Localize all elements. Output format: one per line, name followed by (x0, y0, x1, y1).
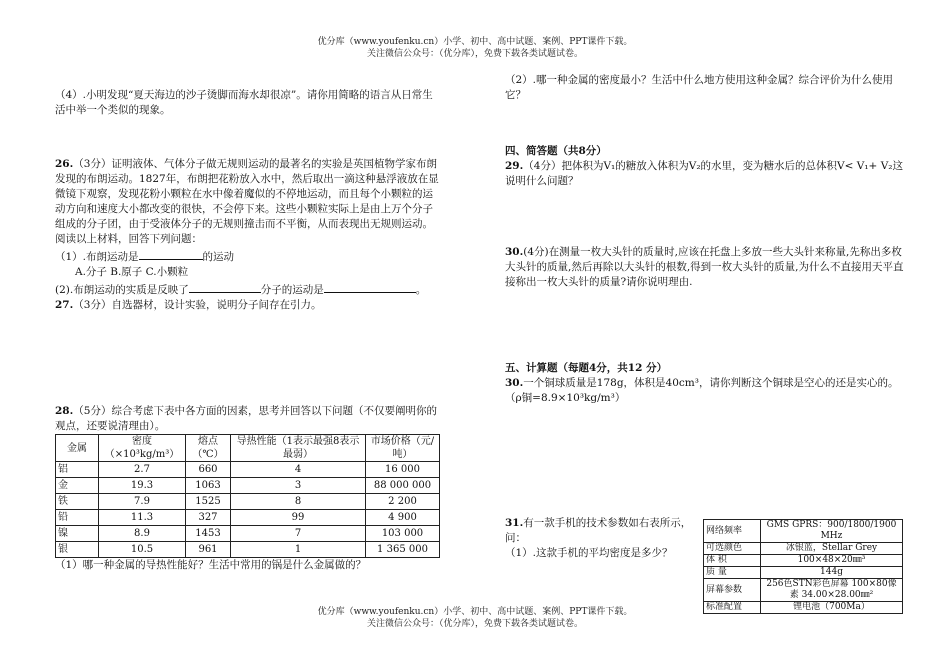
table-cell: 银 (56, 542, 99, 558)
footer-line-1: 优分库（www.youfenku.cn）小学、初中、高中试题、案例、PPT课件下载。 (317, 607, 633, 617)
table-cell: 铁 (56, 494, 99, 510)
table-row (56, 510, 440, 526)
answer-blank[interactable] (324, 280, 416, 293)
table-cell: 7 (231, 526, 366, 542)
section-4 (505, 144, 905, 189)
column-header: 密度（×10³kg/m³） (99, 435, 186, 462)
section-title-text: 五、计算题（每题4分，共12 分） (505, 362, 668, 374)
question-28-body (55, 404, 440, 434)
spec-label: 可选颜色 (704, 543, 761, 555)
table-row (704, 567, 903, 579)
page-header (0, 36, 950, 60)
question-25-part-4 (55, 88, 440, 118)
spec-value: 100×48×20㎜³ (761, 555, 903, 567)
phone-specs-table (703, 519, 903, 614)
question-text: （4）.小明发现“夏天海边的沙子烫脚而海水却很凉”。请你用简略的语言从日常生活中举一个类似的现象。 (55, 89, 433, 116)
table-cell: 1453 (186, 526, 231, 542)
table-cell: 8 (231, 494, 366, 510)
section-5 (505, 361, 905, 406)
table-cell: 327 (186, 510, 231, 526)
spec-value: 锂电池（700Ma） (761, 602, 903, 614)
table-cell: 2 200 (366, 494, 440, 510)
question-30-calc (505, 376, 905, 406)
sub-question-text: 。 (415, 284, 427, 296)
question-30-short-answer (505, 245, 905, 290)
table-cell: 8.9 (99, 526, 186, 542)
table-cell: 19.3 (99, 478, 186, 494)
table-cell: 3 (231, 478, 366, 494)
question-text: 有一款手机的技术参数如右表所示，问： (505, 517, 692, 544)
question-text: (4分)在测量一枚大头针的质量时,应该在托盘上多放一些大头针来称量,先称出多枚大头针的质量,然后再除以大头针的根数,得到一枚大头针的质量,为什么不直接用天平直接称出一枚大头针的质量?请你说明理由. (505, 246, 904, 288)
table-cell: 1 365 000 (366, 542, 440, 558)
question-27 (55, 298, 440, 313)
table-cell: 660 (186, 462, 231, 478)
table-cell: 1 (231, 542, 366, 558)
table-header-row (56, 435, 440, 462)
question-28-part-2 (505, 73, 905, 103)
table-cell: 4 (231, 462, 366, 478)
section-title-text: 四、简答题（共8分） (505, 145, 607, 157)
section-title (505, 144, 905, 159)
question-31-body (505, 516, 695, 546)
spec-label: 屏幕参数 (704, 579, 761, 602)
answer-options: A.分子 B.原子 C.小颗粒 (75, 266, 189, 278)
question-text: 证明液体、气体分子做无规则运动的最著名的实验是英国植物学家布朗发现的布朗运动。1827年，布朗把花粉放入水中，然后取出一滴这种悬浮液放在显微镜下观察，发现花粉小颗粒在水中像着魔似的不停地运动，而且每个小颗粒的运动方向和速度大小都改变的很快，不会停下来。这些小颗粒实际上是由上万个分子组成的分子团，由于受液体分子的无规则撞击而不平衡，从而表现出无规则运动。 (55, 158, 439, 230)
spec-value: GMS GPRS：900/1800/1900 MHz (761, 520, 903, 543)
question-26-sub-1 (55, 247, 440, 265)
question-number: 29. (505, 160, 524, 172)
table-cell: 4 900 (366, 510, 440, 526)
table-cell: 103 000 (366, 526, 440, 542)
question-number: 27. (55, 299, 74, 311)
sub-question-text: (2).布朗运动的实质是反映了 (55, 284, 189, 296)
table-cell: 铝 (56, 462, 99, 478)
question-26 (55, 157, 440, 313)
metal-properties-table (55, 434, 440, 558)
column-header: 市场价格（元/吨） (366, 435, 440, 462)
spec-label: 标准配置 (704, 602, 761, 614)
table-cell: 铅 (56, 510, 99, 526)
question-29 (505, 159, 905, 189)
answer-blank[interactable] (189, 280, 261, 293)
question-31-sub-1: （1）.这款手机的平均密度是多少？ (505, 547, 673, 559)
table-row (56, 462, 440, 478)
table-cell: 7.9 (99, 494, 186, 510)
table-cell: 金 (56, 478, 99, 494)
question-text: （4分）把体积为V₁的糖放入体积为V₂的水里，变为糖水后的总体积V< V₁+ V₂这说明什么问题？ (505, 160, 903, 187)
sub-question-text: （1）.布朗运动是 (55, 251, 139, 263)
table-row (56, 494, 440, 510)
section-title (505, 361, 905, 376)
table-cell: 1525 (186, 494, 231, 510)
footer-line-2: 关注微信公众号：（优分库），免费下载各类试题试卷。 (366, 619, 583, 629)
question-30-body (505, 245, 905, 290)
table-row (704, 555, 903, 567)
page-footer (0, 606, 950, 630)
column-header: 金属 (56, 435, 99, 462)
question-number: 26. (55, 158, 74, 170)
question-number: 30. (505, 246, 524, 258)
spec-label: 体 积 (704, 555, 761, 567)
spec-value: 144g (761, 567, 903, 579)
table-cell: 11.3 (99, 510, 186, 526)
table-cell: 961 (186, 542, 231, 558)
question-28 (55, 404, 440, 573)
table-cell: 99 (231, 510, 366, 526)
table-row (704, 579, 903, 602)
table-row (704, 543, 903, 555)
question-number: 31. (505, 517, 524, 529)
question-text: （5分）综合考虑下表中各方面的因素，思考并回答以下问题（不仅要阐明你的观点，还要说清理由）。 (55, 405, 437, 432)
spec-value: 冰银蓝，Stellar Grey (761, 543, 903, 555)
question-text: 一个铜球质量是178g，体积是40cm³，请你判断这个铜球是空心的还是实心的。（ρ铜=8.9×10³kg/m³） (505, 377, 899, 404)
spec-label: 质 量 (704, 567, 761, 579)
question-prompt: 阅读以上材料，回答下列问题： (55, 233, 202, 245)
table-cell: 1063 (186, 478, 231, 494)
header-line-2: 关注微信公众号：（优分库），免费下载各类试题试卷。 (366, 49, 583, 59)
table-cell: 镍 (56, 526, 99, 542)
table-row (56, 526, 440, 542)
table-row (56, 478, 440, 494)
question-number: 30. (505, 377, 524, 389)
column-header: 导热性能（1表示最强8表示最弱） (231, 435, 366, 462)
sub-question-text: 分子的运动是 (260, 284, 324, 296)
sub-question-text: 的运动 (202, 251, 235, 263)
question-number: 28. (55, 405, 74, 417)
spec-value: 256色STN彩色屏幕 100×80像素 34.00×28.00㎜² (761, 579, 903, 602)
table-cell: 10.5 (99, 542, 186, 558)
question-score: （3分） (73, 158, 112, 170)
header-line-1: 优分库（www.youfenku.cn）小学、初中、高中试题、案例、PPT课件下载。 (317, 37, 633, 47)
table-cell: 2.7 (99, 462, 186, 478)
spec-label: 网络频率 (704, 520, 761, 543)
column-header: 熔点（℃） (186, 435, 231, 462)
question-text: （3分）自选器材，设计实验，说明分子间存在引力。 (73, 299, 322, 311)
question-26-sub-2 (55, 280, 440, 298)
question-31 (505, 516, 695, 561)
table-row (56, 542, 440, 558)
table-cell: 16 000 (366, 462, 440, 478)
question-28-sub-1: （1）哪一种金属的导热性能好？生活中常用的锅是什么金属做的？ (55, 559, 367, 571)
question-text: （2）.哪一种金属的密度最小？生活中什么地方使用这种金属？综合评价为什么使用它？ (505, 74, 894, 101)
table-cell: 88 000 000 (366, 478, 440, 494)
question-26-body (55, 157, 440, 232)
table-row (704, 520, 903, 543)
answer-blank[interactable] (139, 247, 203, 260)
